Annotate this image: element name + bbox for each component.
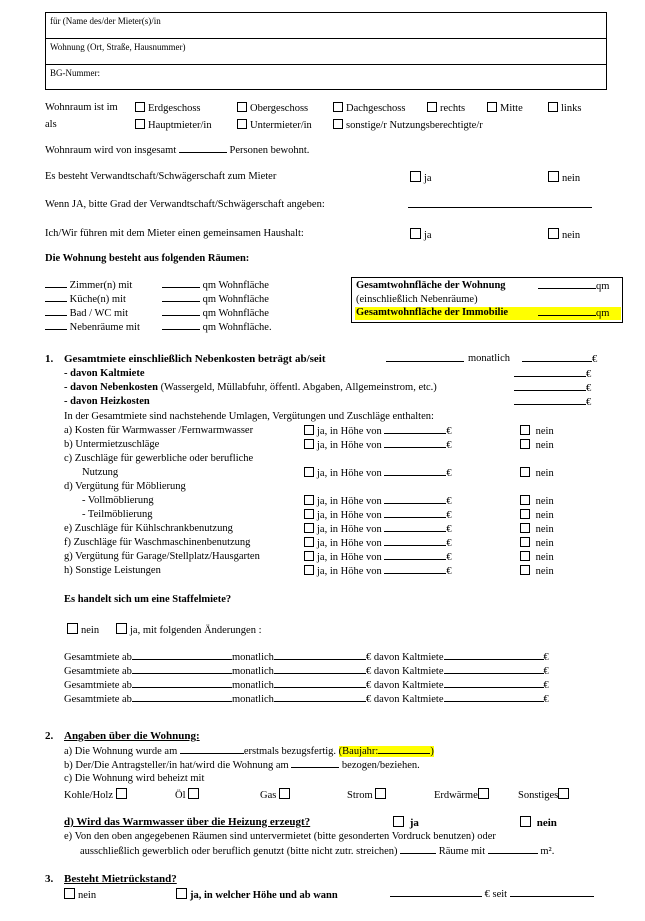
checkbox-icon[interactable] <box>135 119 145 129</box>
checkbox-icon[interactable] <box>304 565 314 575</box>
side-option-right[interactable]: rechts <box>427 102 465 115</box>
room-row: Küche(n) mit <box>45 293 126 306</box>
checkbox-icon[interactable] <box>520 495 530 505</box>
hot-water-question: d) Wird das Warmwasser über die Heizung erzeugt? <box>64 816 311 828</box>
checkbox-icon[interactable] <box>116 623 127 634</box>
checkbox-icon[interactable] <box>520 537 530 547</box>
floor-option-ground[interactable]: Erdgeschoss <box>135 102 201 115</box>
checkbox-icon[interactable] <box>333 119 343 129</box>
role-label: als <box>45 119 57 130</box>
checkbox-icon[interactable] <box>116 788 127 799</box>
move-in-line: b) Der/Die Antragsteller/in hat/wird die Wohnung am bezogen/beziehen. <box>64 760 420 771</box>
room-area: qm Wohnfläche <box>162 307 269 320</box>
surcharge-no-option[interactable]: nein <box>520 467 554 480</box>
checkbox-icon[interactable] <box>237 119 247 129</box>
surcharge-item-label: b) Untermietzuschläge <box>64 439 160 450</box>
surcharge-item-label: e) Zuschläge für Kühlschrankbenutzung <box>64 523 233 534</box>
checkbox-icon[interactable] <box>279 788 290 799</box>
checkbox-icon[interactable] <box>520 467 530 477</box>
surcharge-yes-option[interactable]: ja, in Höhe von € <box>304 537 452 550</box>
kinship-no[interactable]: nein <box>548 171 580 185</box>
surcharge-item-label: c) Zuschläge für gewerbliche oder berufliche <box>64 453 254 464</box>
total-apartment-label: Gesamtwohnfläche der Wohnung <box>356 280 506 291</box>
side-option-middle[interactable]: Mitte <box>487 102 523 115</box>
sublet-line-1: e) Von den oben angegebenen Räumen sind untervermietet (bitte gesonderten Vordruck benutzen) oder <box>64 831 496 842</box>
surcharge-yes-option[interactable]: ja, in Höhe von € <box>304 425 452 438</box>
checkbox-icon[interactable] <box>67 623 78 634</box>
heating-option-other[interactable]: Sonstiges <box>518 788 572 802</box>
checkbox-icon[interactable] <box>304 425 314 435</box>
side-option-left[interactable]: links <box>548 102 581 115</box>
room-row: Bad / WC mit <box>45 307 128 320</box>
household-yes[interactable]: ja <box>410 228 432 242</box>
room-area: qm Wohnfläche. <box>162 321 272 334</box>
persons-count-input[interactable] <box>179 144 227 153</box>
surcharge-no-option[interactable]: nein <box>520 495 554 508</box>
checkbox-icon[interactable] <box>188 788 199 799</box>
checkbox-icon[interactable] <box>487 102 497 112</box>
checkbox-icon[interactable] <box>304 467 314 477</box>
checkbox-icon[interactable] <box>304 439 314 449</box>
rooms-heading: Die Wohnung besteht aus folgenden Räumen: <box>45 253 250 264</box>
construction-year-field[interactable]: (Baujahr: ) <box>338 746 434 757</box>
floor-option-upper[interactable]: Obergeschoss <box>237 102 308 115</box>
surcharge-item-label: d) Vergütung für Möblierung <box>64 481 186 492</box>
checkbox-icon[interactable] <box>520 425 530 435</box>
checkbox-icon[interactable] <box>427 102 437 112</box>
checkbox-icon[interactable] <box>176 888 187 899</box>
surcharge-item-label: g) Vergütung für Garage/Stellplatz/Hausgarten <box>64 551 260 562</box>
surcharge-no-option[interactable]: nein <box>520 537 554 550</box>
surcharge-yes-option[interactable]: ja, in Höhe von € <box>304 495 452 508</box>
room-area: qm Wohnfläche <box>162 279 269 292</box>
surcharge-no-option[interactable]: nein <box>520 509 554 522</box>
cold-rent-input[interactable]: € <box>514 368 591 381</box>
heating-type-label: c) Die Wohnung wird beheizt mit <box>64 773 205 784</box>
checkbox-icon[interactable] <box>304 509 314 519</box>
surcharge-no-option[interactable]: nein <box>520 523 554 536</box>
staffel-row: Gesamtmiete ab monatlich € davon Kaltmiete € <box>64 694 549 705</box>
arrears-amount-input[interactable]: € seit <box>390 888 594 901</box>
section-1-number: 1. <box>45 353 54 365</box>
total-property-input[interactable]: qm <box>538 307 609 320</box>
checkbox-icon[interactable] <box>304 551 314 561</box>
staffel-yes[interactable]: ja, mit folgenden Änderungen : <box>116 623 262 637</box>
tenant-name-field[interactable]: für (Name des/der Mieter(s)/in <box>46 13 606 39</box>
hot-water-yes[interactable]: ja <box>393 816 419 830</box>
total-apartment-note: (einschließlich Nebenräume) <box>356 294 478 305</box>
total-property-label: Gesamtwohnfläche der Immobilie <box>356 307 509 318</box>
kinship-degree-input[interactable] <box>408 199 592 212</box>
checkbox-icon[interactable] <box>375 788 386 799</box>
role-option-other[interactable]: sonstige/r Nutzungsberechtigte/r <box>333 119 483 132</box>
household-no[interactable]: nein <box>548 228 580 242</box>
checkbox-icon[interactable] <box>333 102 343 112</box>
room-area: qm Wohnfläche <box>162 293 269 306</box>
checkbox-icon[interactable] <box>410 171 421 182</box>
checkbox-icon[interactable] <box>393 816 404 827</box>
surcharge-no-option[interactable]: nein <box>520 439 554 452</box>
checkbox-icon[interactable] <box>520 523 530 533</box>
checkbox-icon[interactable] <box>478 788 489 799</box>
sublet-line-2: ausschließlich gewerblich oder beruflich genutzt (bitte nicht zutr. streichen) Räume mit m². <box>80 846 555 857</box>
section-2-title: Angaben über die Wohnung: <box>64 730 200 742</box>
checkbox-icon[interactable] <box>548 228 559 239</box>
persons-line: Wohnraum wird von insgesamt Personen bewohnt. <box>45 145 310 156</box>
checkbox-icon[interactable] <box>410 228 421 239</box>
checkbox-icon[interactable] <box>520 565 530 575</box>
staffel-row: Gesamtmiete ab monatlich € davon Kaltmiete € <box>64 666 549 677</box>
section-1-title: Gesamtmiete einschließlich Nebenkosten beträgt ab/seit <box>64 353 326 365</box>
heating-costs-label: - davon Heizkosten <box>64 396 150 407</box>
role-option-sub[interactable]: Untermieter/in <box>237 119 312 132</box>
surcharge-no-option[interactable]: nein <box>520 551 554 564</box>
floor-option-attic[interactable]: Dachgeschoss <box>333 102 405 115</box>
extra-costs-input[interactable]: € <box>514 382 591 395</box>
rent-monthly-label: monatlich <box>468 353 510 364</box>
surcharge-item-label: f) Zuschläge für Waschmaschinenbenutzung <box>64 537 251 548</box>
surcharge-item-label: h) Sonstige Leistungen <box>64 565 161 576</box>
checkbox-icon[interactable] <box>520 509 530 519</box>
household-question: Ich/Wir führen mit dem Mieter einen gemeinsamen Haushalt: <box>45 228 304 239</box>
section-3-title: Besteht Mietrückstand? <box>64 873 177 885</box>
checkbox-icon[interactable] <box>548 102 558 112</box>
checkbox-icon[interactable] <box>520 816 531 827</box>
cold-rent-label: - davon Kaltmiete <box>64 368 145 379</box>
surcharge-yes-option[interactable]: ja, in Höhe von € <box>304 467 452 480</box>
checkbox-icon[interactable] <box>548 171 559 182</box>
kinship-yes[interactable]: ja <box>410 171 432 185</box>
kinship-question: Es besteht Verwandtschaft/Schwägerschaft zum Mieter <box>45 171 277 182</box>
checkbox-icon[interactable] <box>558 788 569 799</box>
staffel-row: Gesamtmiete ab monatlich € davon Kaltmiete € <box>64 680 549 691</box>
surcharge-yes-option[interactable]: ja, in Höhe von € <box>304 565 452 578</box>
arrears-yes[interactable]: ja, in welcher Höhe und ab wann <box>176 888 338 902</box>
apartment-address-field[interactable]: Wohnung (Ort, Straße, Hausnummer) <box>46 39 606 65</box>
surcharges-intro: In der Gesamtmiete sind nachstehende Umlagen, Vergütungen und Zuschläge enthalten: <box>64 411 434 422</box>
section-3-number: 3. <box>45 873 54 885</box>
heating-option-coal[interactable]: Kohle/Holz <box>64 788 130 802</box>
checkbox-icon[interactable] <box>304 523 314 533</box>
bg-number-field[interactable]: BG-Nummer: <box>50 68 100 78</box>
room-row: Nebenräume mit <box>45 321 140 334</box>
heating-costs-input[interactable]: € <box>514 396 591 409</box>
staffel-question: Es handelt sich um eine Staffelmiete? <box>64 594 232 605</box>
checkbox-icon[interactable] <box>304 495 314 505</box>
hot-water-no[interactable]: nein <box>520 816 557 830</box>
heating-option-geothermal[interactable]: Erdwärme <box>434 788 492 802</box>
surcharge-yes-option[interactable]: ja, in Höhe von € <box>304 439 452 452</box>
checkbox-icon[interactable] <box>520 439 530 449</box>
checkbox-icon[interactable] <box>135 102 145 112</box>
surcharge-yes-option[interactable]: ja, in Höhe von € <box>304 551 452 564</box>
checkbox-icon[interactable] <box>520 551 530 561</box>
heating-option-gas[interactable]: Gas <box>260 788 293 802</box>
arrears-no[interactable]: nein <box>64 888 96 902</box>
rent-date-input[interactable] <box>386 353 464 366</box>
surcharge-no-option[interactable]: nein <box>520 425 554 438</box>
surcharge-item-label: - Vollmöblierung <box>82 495 154 506</box>
staffel-row: Gesamtmiete ab monatlich € davon Kaltmiete € <box>64 652 549 663</box>
surcharge-yes-option[interactable]: ja, in Höhe von € <box>304 523 452 536</box>
rent-total-input[interactable]: € <box>522 353 597 366</box>
surcharge-yes-option[interactable]: ja, in Höhe von € <box>304 509 452 522</box>
kinship-degree-question: Wenn JA, bitte Grad der Verwandtschaft/Schwägerschaft angeben: <box>45 199 325 210</box>
section-2-number: 2. <box>45 730 54 742</box>
staffel-no[interactable]: nein <box>67 623 99 637</box>
heating-option-oil[interactable]: Öl <box>175 788 202 802</box>
location-label: Wohnraum ist im <box>45 102 118 113</box>
surcharge-item-label: Nutzung <box>82 467 119 478</box>
role-option-main[interactable]: Hauptmieter/in <box>135 119 212 132</box>
heating-option-electric[interactable]: Strom <box>347 788 389 802</box>
checkbox-icon[interactable] <box>64 888 75 899</box>
checkbox-icon[interactable] <box>304 537 314 547</box>
built-line: a) Die Wohnung wurde am erstmals bezugsfertig. (Baujahr: ) <box>64 746 434 757</box>
checkbox-icon[interactable] <box>237 102 247 112</box>
tenant-info-box <box>45 12 607 90</box>
surcharge-no-option[interactable]: nein <box>520 565 554 578</box>
extra-costs-line: - davon Nebenkosten (Wassergeld, Müllabfuhr, öffentl. Abgaben, Allgemeinstrom, etc.) <box>64 382 437 393</box>
surcharge-item-label: - Teilmöblierung <box>82 509 153 520</box>
total-apartment-input[interactable]: qm <box>538 280 609 293</box>
surcharge-item-label: a) Kosten für Warmwasser /Fernwarmwasser <box>64 425 254 436</box>
room-row: Zimmer(n) mit <box>45 279 132 292</box>
